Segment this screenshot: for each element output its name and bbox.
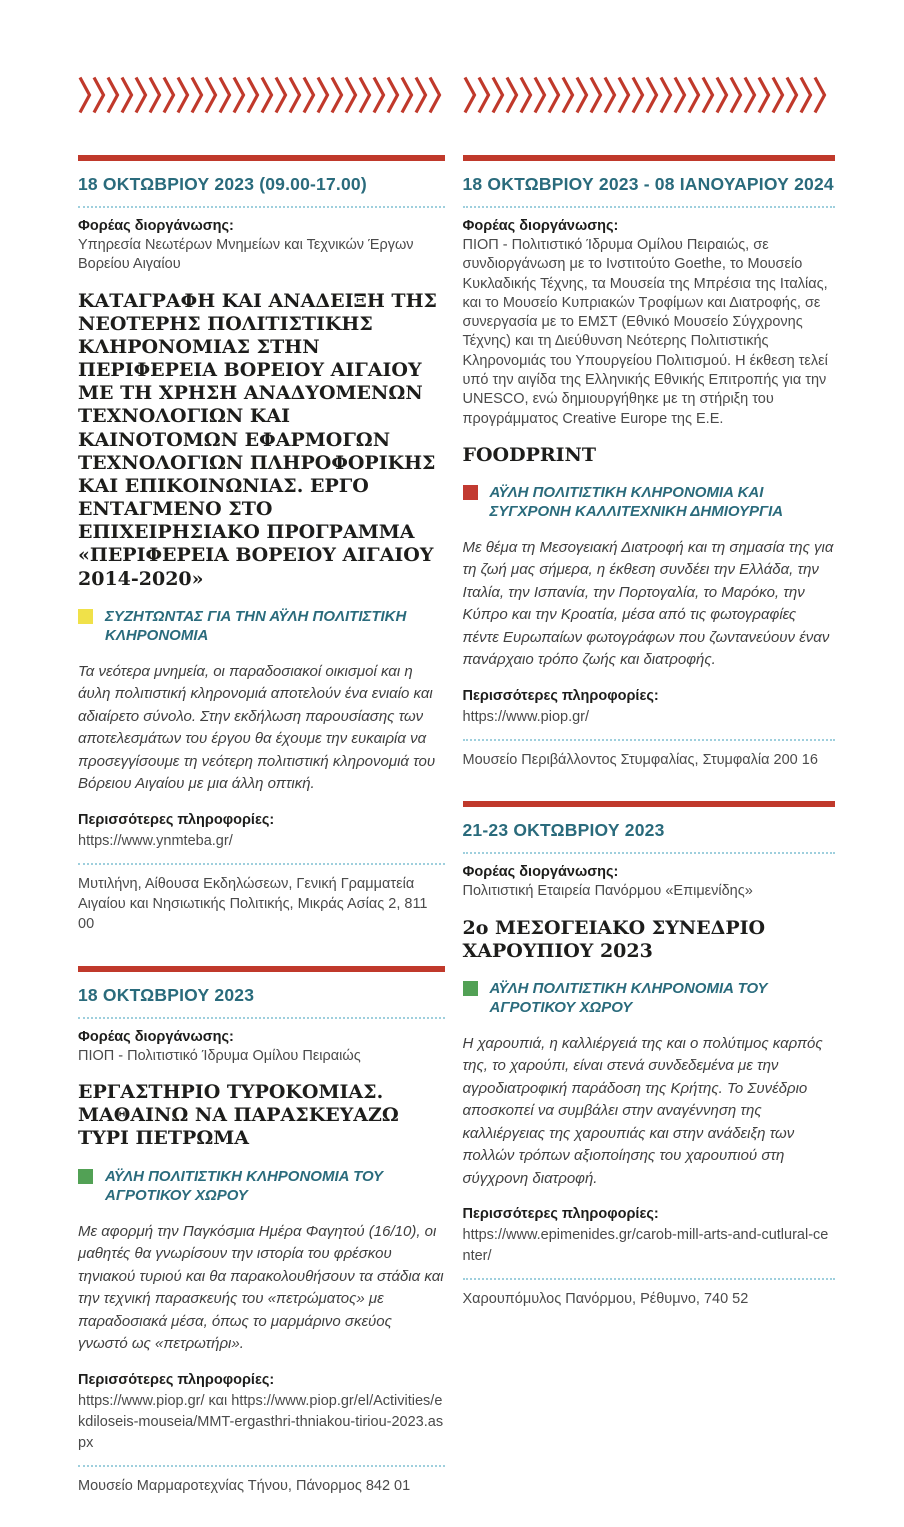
dotted-divider [78, 863, 445, 865]
event-card [463, 155, 836, 770]
right-column [463, 155, 836, 1527]
category-square-icon [78, 1169, 93, 1184]
chevron-strip-icon [78, 76, 445, 114]
more-info-label: Περισσότερες πληροφορίες: [462, 687, 659, 704]
more-info-label: Περισσότερες πληροφορίες: [78, 811, 275, 828]
event-location: Μουσείο Μαρμαροτεχνίας Τήνου, Πάνορμος 842 01 [78, 1477, 411, 1494]
organizer-label: Φορέας διοργάνωσης: [462, 864, 619, 881]
event-title: FOODPRINT [462, 443, 597, 466]
category-square-icon [463, 981, 478, 996]
dotted-divider [463, 739, 836, 741]
organizer-label: Φορέας διοργάνωσης: [462, 218, 619, 234]
more-info-label: Περισσότερες πληροφορίες: [462, 1206, 659, 1223]
section-rule [78, 155, 445, 161]
event-url[interactable]: https://www.ynmteba.gr/ [78, 832, 233, 849]
left-column [78, 155, 445, 1527]
category-tag [463, 483, 836, 522]
event-description: Τα νεότερα μνημεία, οι παραδοσιακοί οικισμοί και η άυλη πολιτιστική κληρονομιά αποτελούν ένα ενιαίο και αδιαίρετο σύνολο. Στην εκδήλωση παρουσίασης των αποτελεσμάτων του έργου θα έχουμε την ευκαιρία να προσεγγίσουμε τη νεότερη πολιτιστική κληρονομιά του Βόρειου Αιγαίου με μια άλλη οπτική. [78, 662, 436, 793]
organizer-name: Πολιτιστική Εταιρεία Πανόρμου «Επιμενίδης» [462, 883, 753, 900]
event-card [78, 966, 445, 1496]
event-location: Χαρουπόμυλος Πανόρμου, Ρέθυμνο, 740 52 [462, 1291, 749, 1308]
event-title: ΚΑΤΑΓΡΑΦΗ ΚΑΙ ΑΝΑΔΕΙΞΗ ΤΗΣ ΝΕΟΤΕΡΗΣ ΠΟΛΙΤΙΣΤΙΚΗΣ ΚΛΗΡΟΝΟΜΙΑΣ ΣΤΗΝ ΠΕΡΙΦΕΡΕΙΑ ΒΟΡΕΙΟΥ ΑΙΓΑΙΟΥ ΜΕ ΤΗ ΧΡΗΣΗ ΑΝΑΔΥΟΜΕΝΩΝ ΤΕΧΝΟΛΟΓΙΩΝ ΚΑΙ ΚΑΙΝΟΤΟΜΩΝ ΕΦΑΡΜΟΓΩΝ ΤΕΧΝΟΛΟΓΙΩΝ ΠΛΗΡΟΦΟΡΙΚΗΣ ΚΑΙ ΕΠΙΚΟΙΝΩΝΙΑΣ. ΕΡΓΟ ΕΝΤΑΓΜΕΝΟ ΣΤΟ ΕΠΙΧΕΙΡΗΣΙΑΚΟ ΠΡΟΓΡΑΜΜΑ «ΠΕΡΙΦΕΡΕΙΑ ΒΟΡΕΙΟΥ ΑΙΓΑΙΟΥ 2014-2020» [78, 289, 437, 590]
event-url[interactable]: https://www.piop.gr/ [462, 708, 590, 725]
event-url[interactable]: https://www.epimenides.gr/carob-mill-arts-and-cutlural-center/ [462, 1227, 829, 1265]
event-description: Η χαρουπιά, η καλλιέργειά της και ο πολύτιμος καρπός της, το χαρούπι, είναι στενά συνδεδεμένα με την αγροδιατροφική παράδοση της Κρήτης. Το Συνέδριο αποσκοπεί να συμβάλει στην αναγέννηση της καλλιέργειας της χαρουπιάς και στην ανάδειξη των πολλών τρόπων αξιοποίησης του χαρουπιού στη σύγχρονη διατροφή. [462, 1034, 823, 1187]
dotted-divider [463, 206, 836, 208]
event-date: 18 ΟΚΤΩΒΡΙΟΥ 2023 [78, 984, 255, 1005]
event-location: Μυτιλήνη, Αίθουσα Εκδηλώσεων, Γενική Γραμματεία Αιγαίου και Νησιωτικής Πολιτικής, Μικράς Ασίας 2, 811 00 [78, 875, 428, 933]
event-url[interactable]: https://www.piop.gr/ και https://www.piop.gr/el/Activities/ekdiloseis-mouseia/MMT-ergasthri-thniakou-tiriou-2023.aspx [78, 1392, 444, 1451]
section-rule [463, 155, 836, 161]
dotted-divider [78, 1017, 445, 1019]
section-rule [463, 801, 836, 807]
event-date: 18 ΟΚΤΩΒΡΙΟΥ 2023 - 08 ΙΑΝΟΥΑΡΙΟΥ 2024 [462, 174, 834, 194]
organizer-label: Φορέας διοργάνωσης: [78, 218, 234, 234]
category-label: ΑΫΛΗ ΠΟΛΙΤΙΣΤΙΚΗ ΚΛΗΡΟΝΟΜΙΑ ΚΑΙ ΣΥΓΧΡΟΝΗ ΚΑΛΛΙΤΕΧΝΙΚΗ ΔΗΜΙΟΥΡΓΙΑ [489, 483, 784, 521]
category-label: ΑΫΛΗ ΠΟΛΙΤΙΣΤΙΚΗ ΚΛΗΡΟΝΟΜΙΑ ΤΟΥ ΑΓΡΟΤΙΚΟΥ ΧΩΡΟΥ [105, 1167, 384, 1204]
category-label: ΣΥΖΗΤΩΝΤΑΣ ΓΙΑ ΤΗΝ ΑΫΛΗ ΠΟΛΙΤΙΣΤΙΚΗ ΚΛΗΡΟΝΟΜΙΑ [105, 607, 407, 645]
dotted-divider [463, 852, 836, 854]
section-rule [78, 966, 445, 972]
event-card [78, 155, 445, 935]
event-description: Με αφορμή την Παγκόσμια Ημέρα Φαγητού (16/10), οι μαθητές θα γνωρίσουν την ιστορία του φρέσκου τηνιακού τυριού και θα παρακολουθήσουν τα στάδια και την τεχνική παρασκευής του «πετρώματος» με παραδοσιακά μέσα, όπως το μαρμάρινο σκεύος γνωστό ως «πετρωτήρι». [78, 1222, 444, 1352]
event-title: 2ο ΜΕΣΟΓΕΙΑΚΟ ΣΥΝΕΔΡΙΟ ΧΑΡΟΥΠΙΟΥ 2023 [462, 916, 766, 962]
dotted-divider [78, 206, 445, 208]
chevron-strip-icon [463, 76, 836, 114]
event-date: 18 ΟΚΤΩΒΡΙΟΥ 2023 (09.00-17.00) [78, 174, 367, 194]
category-label: ΑΫΛΗ ΠΟΛΙΤΙΣΤΙΚΗ ΚΛΗΡΟΝΟΜΙΑ ΤΟΥ ΑΓΡΟΤΙΚΟΥ ΧΩΡΟΥ [489, 979, 768, 1017]
organizer-name: Υπηρεσία Νεωτέρων Μνημείων και Τεχνικών Έργων Βορείου Αιγαίου [78, 237, 414, 273]
category-square-icon [78, 609, 93, 624]
event-title: ΕΡΓΑΣΤΗΡΙΟ ΤΥΡΟΚΟΜΙΑΣ. ΜΑΘΑΙΝΩ ΝΑ ΠΑΡΑΣΚΕΥΑΖΩ ΤΥΡΙ ΠΕΤΡΩΜΑ [78, 1080, 399, 1150]
category-tag [78, 607, 445, 646]
event-card [463, 801, 836, 1309]
organizer-name: ΠΙΟΠ - Πολιτιστικό Ίδρυμα Ομίλου Πειραιώς [78, 1047, 361, 1064]
organizer-label: Φορέας διοργάνωσης: [78, 1028, 234, 1045]
chevron-decoration-row [78, 76, 835, 114]
event-description: Με θέμα τη Μεσογειακή Διατροφή και τη σημασία της για τη ζωή μας σήμερα, η έκθεση συνδέει την Ελλάδα, την Ιταλία, την Ισπανία, την Πορτογαλία, το Μαρόκο, την Κύπρο και την Κροατία, μέσα από τις φωτογραφίες πέντε Ευρωπαίων φωτογράφων που ζωντανεύουν έναν πανάρχαιο τρόπο ζωής και διατροφής. [462, 538, 834, 669]
event-date: 21-23 ΟΚΤΩΒΡΙΟΥ 2023 [462, 820, 665, 841]
dotted-divider [78, 1465, 445, 1467]
event-location: Μουσείο Περιβάλλοντος Στυμφαλίας, Στυμφαλία 200 16 [462, 752, 818, 768]
category-tag [463, 979, 836, 1018]
organizer-name: ΠΙΟΠ - Πολιτιστικό Ίδρυμα Ομίλου Πειραιώς, σε συνδιοργάνωση με το Ινστιτούτο Goethe, το Μουσείο Κυκλαδικής Τέχνης, τα Μουσεία της Μπρέσια της Ιταλίας, και το Μουσείο Κυπριακών Τροφίμων και Διατροφής, σε συνεργασία με το ΕΜΣΤ (Εθνικό Μουσείο Σύγχρονης Τέχνης) και τη Διεύθυνση Νεότερης Πολιτιστικής Κληρονομιάς του Υπουργείου Πολιτισμού. Η έκθεση τελεί υπό την αιγίδα της Ελληνικής Εθνικής Επιτροπής για την UNESCO, ενώ δημιουργήθηκε με τη στήριξη του προγράμματος Creative Europe της Ε.Ε. [462, 237, 828, 427]
category-tag [78, 1167, 445, 1206]
dotted-divider [463, 1278, 836, 1280]
category-square-icon [463, 485, 478, 500]
more-info-label: Περισσότερες πληροφορίες: [78, 1371, 275, 1388]
